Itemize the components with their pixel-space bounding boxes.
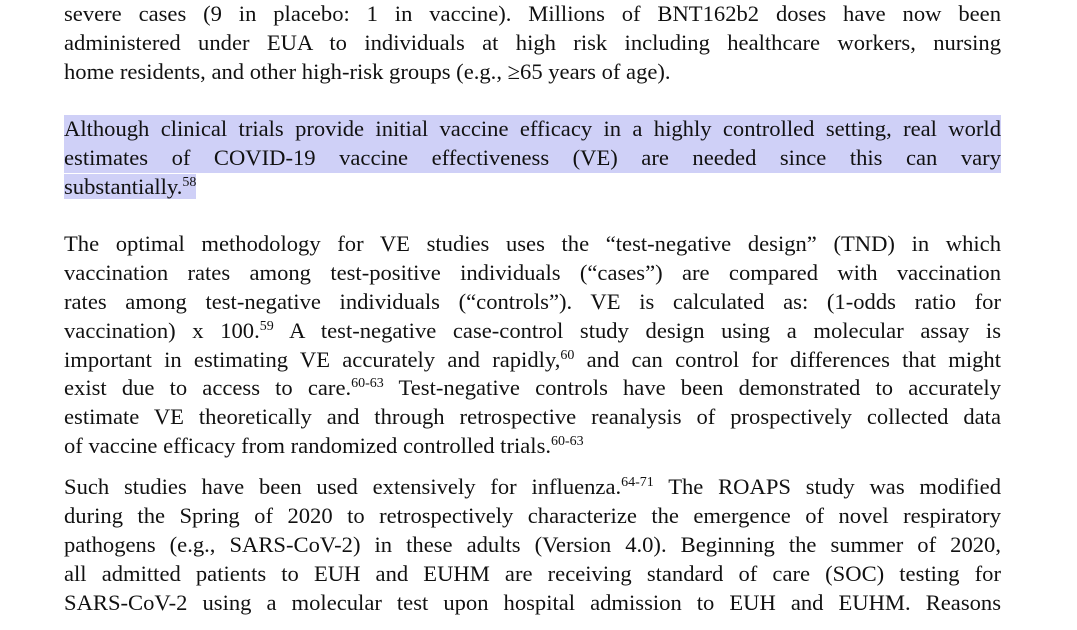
text-fragment: substantially. — [64, 173, 183, 199]
paragraph-test-negative-design — [64, 230, 1001, 461]
text-line — [64, 473, 1001, 502]
text-line: pathogens (e.g., SARS-CoV-2) in these adults (Version 4.0). Beginning the summer of 2020, — [64, 531, 1001, 557]
text-line: vaccination rates among test-positive individuals (“cases”) are compared with vaccination — [64, 259, 1001, 285]
reference-superscript: 60-63 — [551, 434, 584, 450]
text-line — [64, 432, 1001, 461]
text-line: during the Spring of 2020 to retrospectively characterize the emergence of novel respiratory — [64, 502, 1001, 528]
text-fragment: A test-negative case-control study design using a molecular assay is — [273, 317, 1001, 343]
text-line: The optimal methodology for VE studies uses the “test-negative design” (TND) in which — [64, 231, 1001, 256]
text-line: all admitted patients to EUH and EUHM are receiving standard of care (SOC) testing for — [64, 560, 1001, 586]
text-line — [64, 317, 1001, 346]
reference-superscript: 60 — [560, 347, 575, 363]
text-line: administered under EUA to individuals at high risk including healthcare workers, nursing — [64, 29, 1001, 55]
highlighted-text-line[interactable] — [64, 173, 1001, 202]
text-fragment: exist due to access to care. — [64, 375, 352, 401]
reference-superscript: 64-71 — [621, 475, 654, 490]
text-line: estimate VE theoretically and through retrospective reanalysis of prospectively collected data — [64, 404, 1001, 430]
reference-superscript: 60-63 — [351, 376, 384, 392]
text-line: rates among test-negative individuals (“controls”). VE is calculated as: (1-odds ratio for — [64, 288, 1001, 314]
text-fragment: Such studies have been used extensively for influenza. — [64, 474, 622, 499]
text-line — [64, 374, 1001, 403]
highlighted-text-line[interactable]: estimates of COVID-19 vaccine effectiveness (VE) are needed since this can vary — [64, 144, 1001, 173]
text-fragment: important in estimating VE accurately and rapidly, — [64, 346, 561, 372]
reference-superscript: 59 — [259, 318, 274, 334]
text-line: home residents, and other high-risk groups (e.g., ≥65 years of age). — [64, 58, 671, 84]
text-fragment: vaccination) x 100. — [64, 317, 260, 343]
highlighted-text-line[interactable]: Although clinical trials provide initial vaccine efficacy in a highly controlled setting, real world — [64, 115, 1001, 144]
text-fragment: and can control for differences that might — [574, 346, 1001, 372]
reference-superscript: 58 — [182, 174, 197, 190]
text-fragment: of vaccine efficacy from randomized controlled trials. — [64, 433, 552, 459]
text-line: SARS-CoV-2 using a molecular test upon hospital admission to EUH and EUHM. Reasons — [64, 589, 1001, 615]
text-fragment: Test-negative controls have been demonstrated to accurately — [383, 375, 1001, 401]
text-line: severe cases (9 in placebo: 1 in vaccine). Millions of BNT162b2 doses have now been — [64, 1, 1001, 26]
paragraph-highlighted-selection[interactable] — [64, 115, 1001, 202]
text-line — [64, 346, 1001, 375]
text-fragment: The ROAPS study was modified — [653, 474, 1001, 499]
paragraph-bnt162b2-doses — [64, 0, 1001, 87]
paragraph-roaps-study — [64, 473, 1001, 617]
